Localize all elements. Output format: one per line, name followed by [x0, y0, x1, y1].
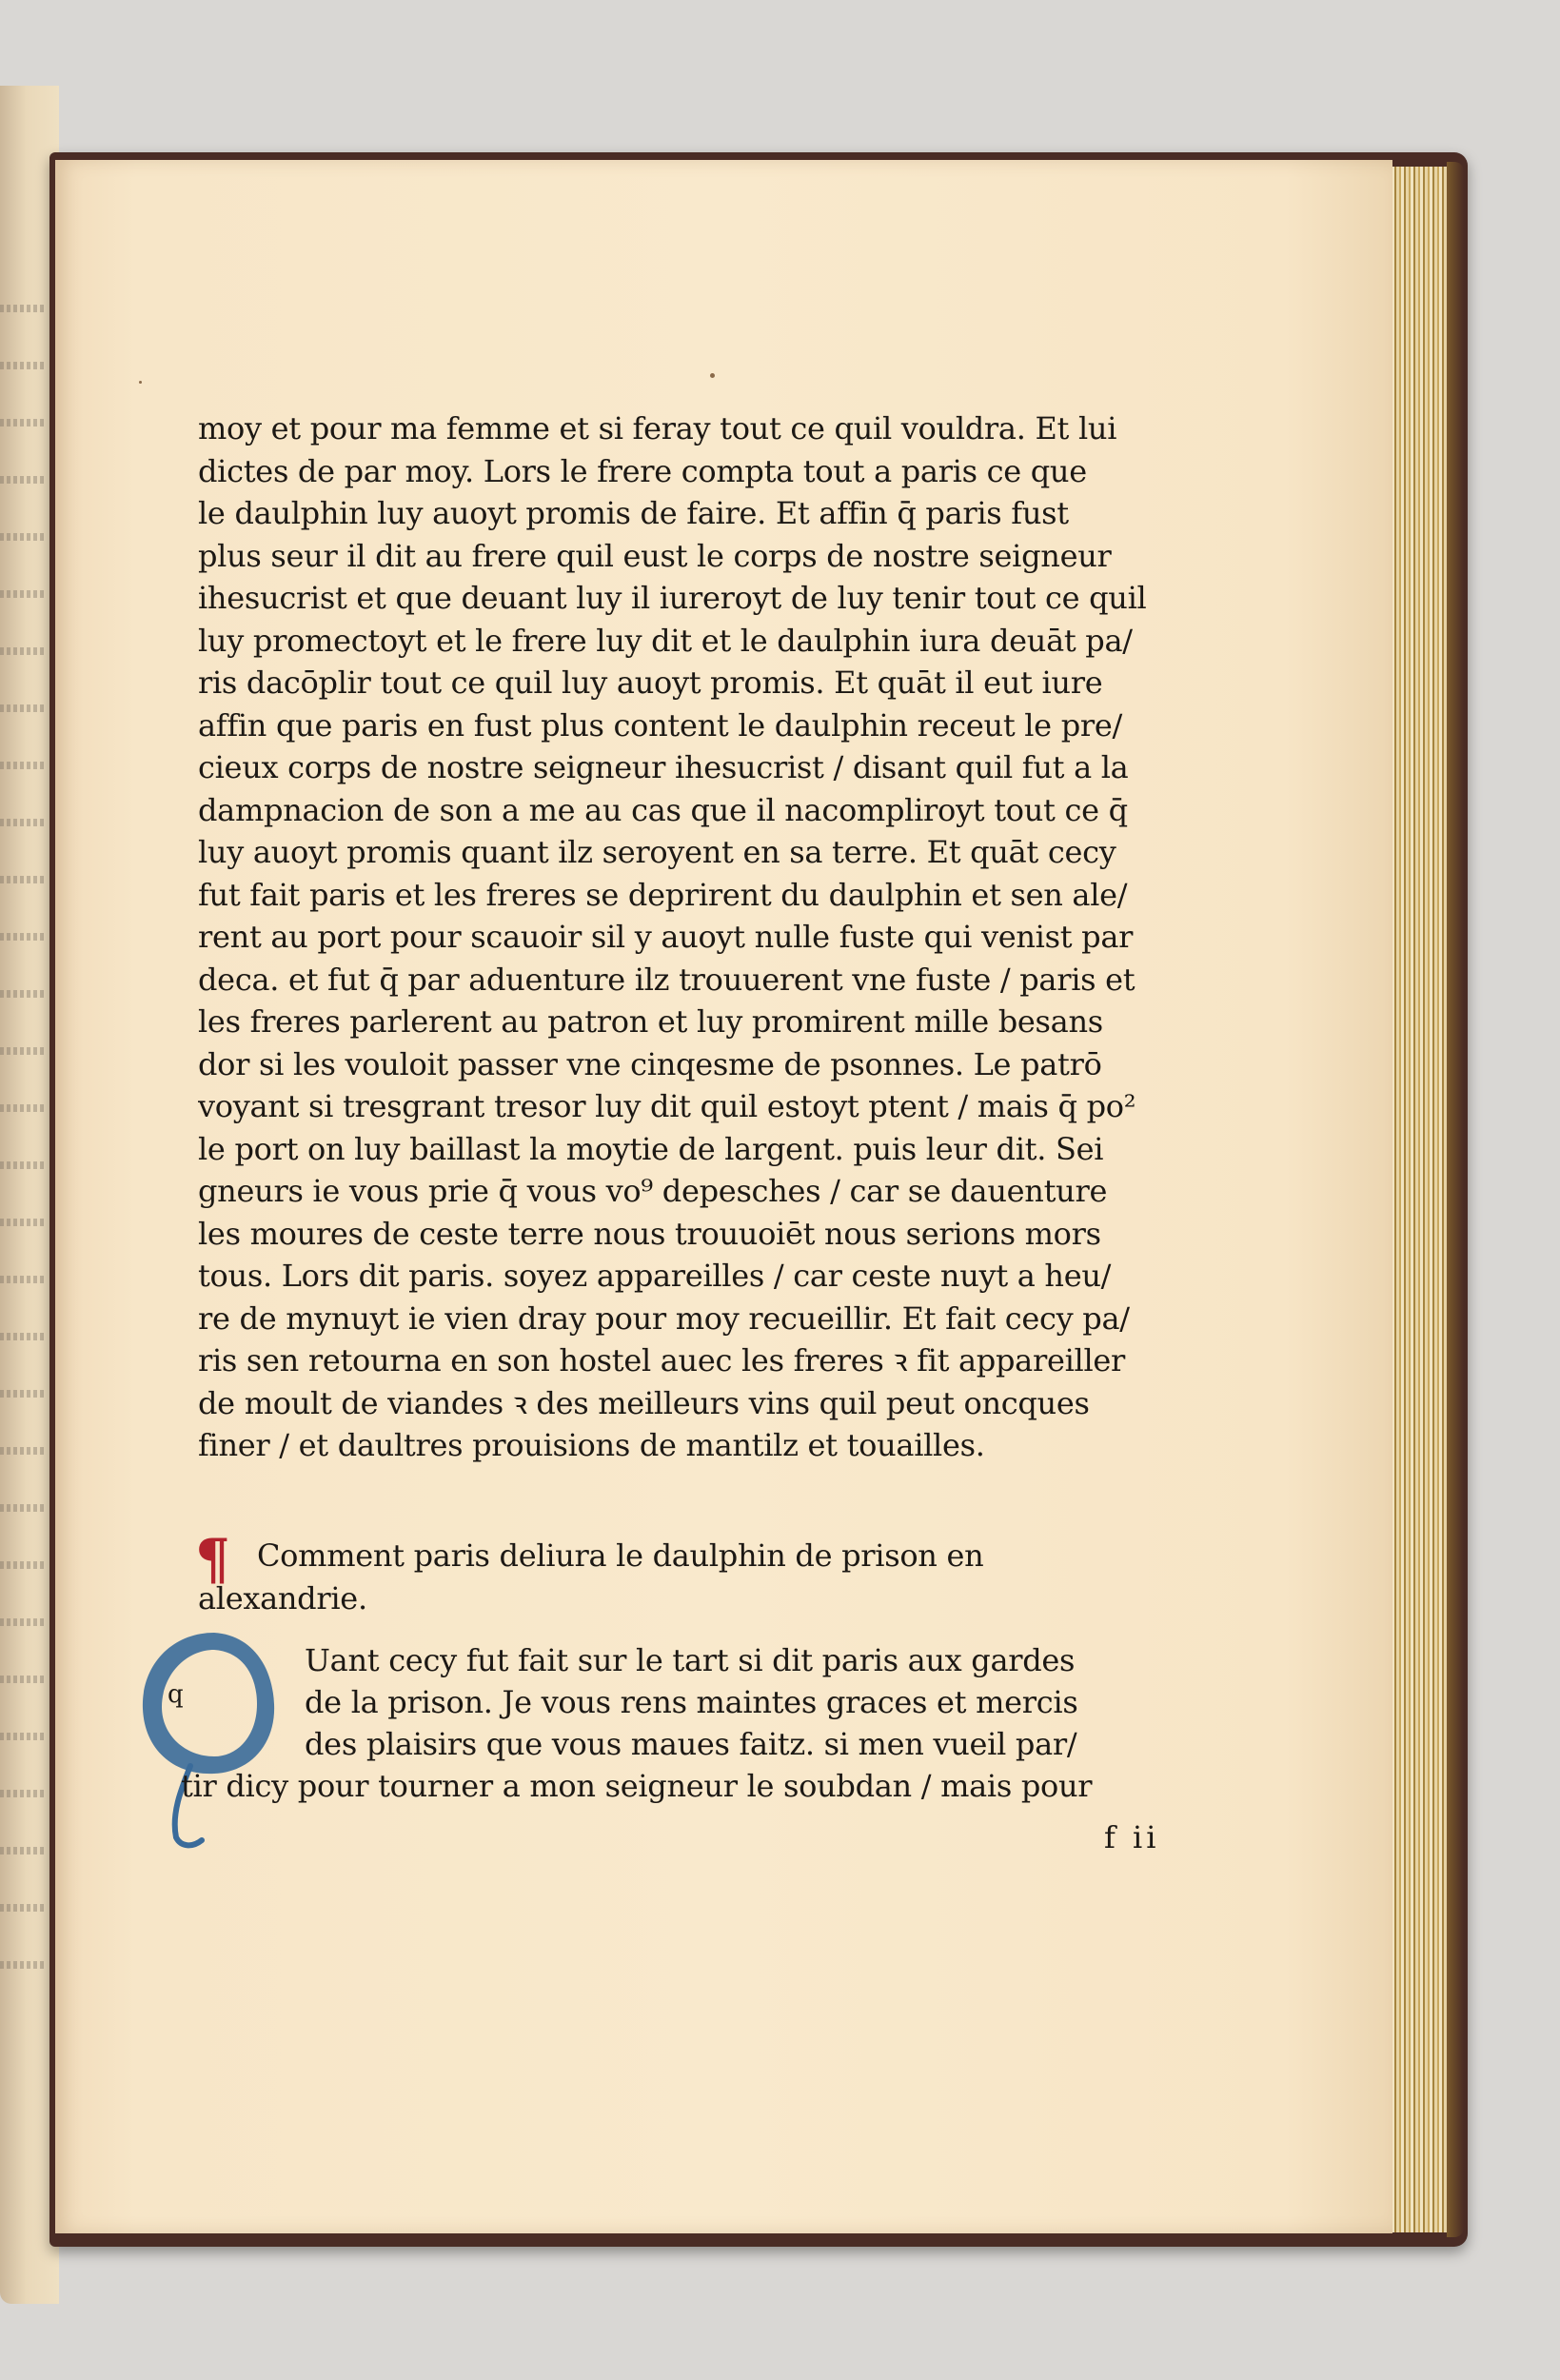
text-line: fut fait paris et les freres se deprirent du daulphin et sen ale/ — [198, 876, 1128, 913]
text-line: le port on luy baillast la moytie de largent. puis leur dit. Sei — [198, 1130, 1104, 1167]
body-line-3: des plaisirs que vous maues faitz. si men vueil par/ — [305, 1726, 1077, 1762]
text-line: re de mynuyt ie vien dray pour moy recueillir. Et fait cecy pa/ — [198, 1299, 1130, 1337]
signature-mark: f ii — [1104, 1819, 1160, 1855]
chapter-heading — [198, 1535, 1212, 1619]
text-line: dictes de par moy. Lors le frere compta tout a paris ce que — [198, 452, 1087, 489]
body-line-1: Uant cecy fut fait sur le tart si dit paris aux gardes — [305, 1642, 1076, 1678]
text-line: dor si les vouloit passer vne cinqesme de psonnes. Le patrō — [198, 1045, 1102, 1082]
main-text-block — [198, 407, 1212, 1467]
text-line: cieux corps de nostre seigneur ihesucrist / disant quil fut a la — [198, 749, 1129, 785]
text-line: luy promectoyt et le frere luy dit et le daulphin iura deuāt pa/ — [198, 622, 1133, 659]
text-line: rent au port pour scauoir sil y auoyt nulle fuste qui venist par — [198, 919, 1134, 955]
text-line: de moult de viandes ꝛ des meilleurs vins quil peut oncques — [198, 1384, 1090, 1421]
text-line: le daulphin luy auoyt promis de faire. Et affin q̄ paris fust — [198, 495, 1069, 531]
heading-line-1: Comment paris deliura le daulphin de prison en — [257, 1537, 984, 1574]
text-line: dampnacion de son a me au cas que il nacompliroyt tout ce q̄ — [198, 791, 1128, 828]
text-line: tous. Lors dit paris. soyez appareilles / car ceste nuyt a heu/ — [198, 1258, 1112, 1294]
rubric-pilcrow: ¶ — [195, 1527, 230, 1592]
text-line: plus seur il dit au frere quil eust le corps de nostre seigneur — [198, 537, 1112, 574]
text-line: gneurs ie vous prie q̄ vous vo⁹ depesches / car se dauenture — [198, 1173, 1108, 1209]
text-line: ris dacōplir tout ce quil luy auoyt promis. Et quāt il eut iure — [198, 664, 1103, 701]
text-line: ris sen retourna en son hostel auec les freres ꝛ fit appareiller — [198, 1342, 1126, 1378]
text-line: moy et pour ma femme et si feray tout ce quil vouldra. Et lui — [198, 410, 1117, 446]
heading-line-2: alexandrie. — [198, 1579, 367, 1616]
text-line: voyant si tresgrant tresor luy dit quil estoyt ptent / mais q̄ po² — [198, 1088, 1136, 1124]
body-paragraph — [181, 1639, 1214, 1807]
guide-letter: q — [168, 1680, 184, 1709]
text-line: deca. et fut q̄ par aduenture ilz trouuerent vne fuste / paris et — [198, 961, 1135, 998]
text-line: les freres parlerent au patron et luy promirent mille besans — [198, 1003, 1103, 1040]
text-line: ihesucrist et que deuant luy il iureroyt de luy tenir tout ce quil — [198, 580, 1147, 616]
cover-edge-shadow — [1447, 162, 1464, 2237]
text-line: les moures de ceste terre nous trouuoiēt nous serions mors — [198, 1215, 1101, 1252]
text-line: luy auoyt promis quant ilz seroyent en sa terre. Et quāt cecy — [198, 834, 1116, 870]
body-line-2: de la prison. Je vous rens maintes graces et mercis — [305, 1684, 1078, 1720]
text-line: finer / et daultres prouisions de mantilz et touailles. — [198, 1427, 985, 1463]
body-line-4: tir dicy pour tourner a mon seigneur le soubdan / mais pour — [181, 1768, 1093, 1804]
text-line: affin que paris en fust plus content le daulphin receut le pre/ — [198, 706, 1122, 744]
